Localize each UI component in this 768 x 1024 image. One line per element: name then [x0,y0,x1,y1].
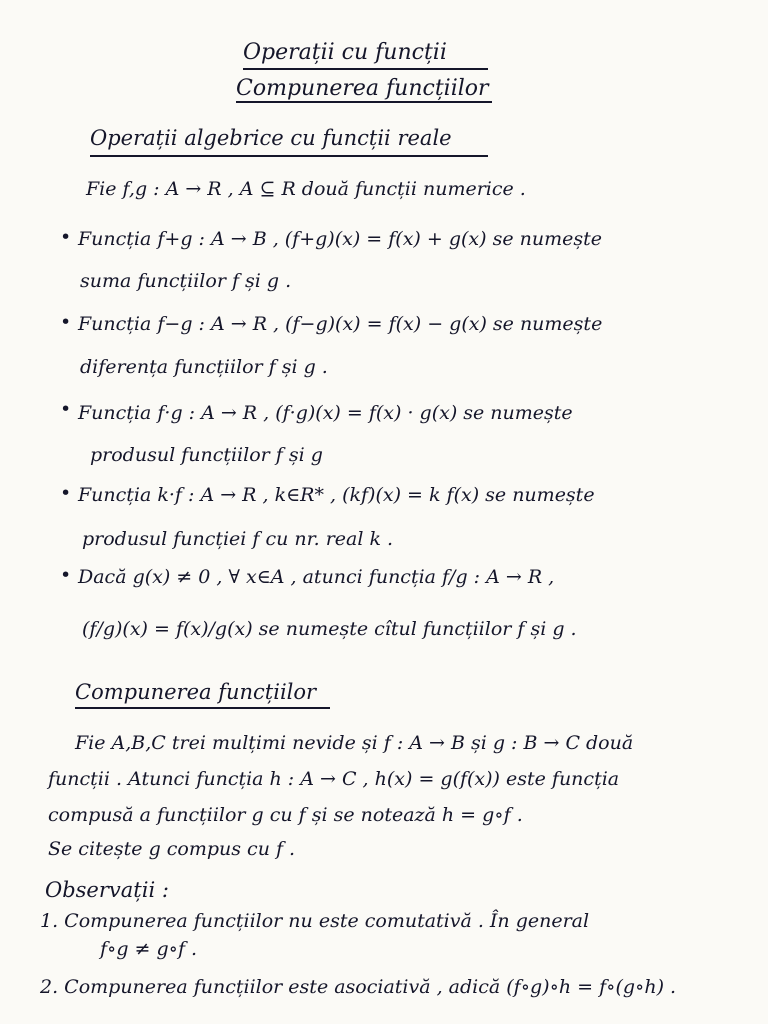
observation-item: 1. Compunerea funcțiilor nu este comutativă . În general [40,910,590,932]
intro-line: Fie f,g : A → R , A ⊆ R două funcții numerice . [86,178,526,200]
page-title: Operații cu funcții [243,40,447,65]
section-heading-algebraic-operations: Operații algebrice cu funcții reale [90,126,452,150]
bullet-marker: • [60,564,72,586]
subtitle-underline [236,101,492,103]
page-subtitle: Compunerea funcțiilor [236,76,489,101]
title-underline [243,68,488,70]
item-line: suma funcțiilor f și g . [80,270,292,292]
bullet-marker: • [60,398,72,420]
observations-heading: Observații : [45,878,169,902]
paragraph-line: compusă a funcțiilor g cu f și se notează h = g∘f . [48,804,523,826]
section-heading-underline [75,707,330,709]
item-line: Funcția k·f : A → R , k∈R* , (kf)(x) = k f(x) se numește [78,484,595,506]
item-line: diferența funcțiilor f și g . [80,356,328,378]
item-line: Funcția f+g : A → B , (f+g)(x) = f(x) + g(x) se numește [78,228,602,250]
item-line: produsul funcțiilor f și g [90,444,323,466]
bullet-marker: • [60,311,72,333]
observation-item: f∘g ≠ g∘f . [100,938,198,960]
bullet-marker: • [60,226,72,248]
item-line: Funcția f−g : A → R , (f−g)(x) = f(x) − g(x) se numește [78,313,603,335]
bullet-marker: • [60,482,72,504]
paragraph-line: Fie A,B,C trei mulțimi nevide și f : A → B și g : B → C două [75,732,634,754]
item-line: (f/g)(x) = f(x)/g(x) se numește cîtul funcțiilor f și g . [82,618,577,640]
paragraph-line: funcții . Atunci funcția h : A → C , h(x) = g(f(x)) este funcția [48,768,620,790]
paragraph-line: Se citește g compus cu f . [48,838,296,860]
item-line: produsul funcției f cu nr. real k . [82,528,394,550]
section-heading-composition: Compunerea funcțiilor [75,680,317,704]
section-heading-underline [90,155,488,157]
item-line: Dacă g(x) ≠ 0 , ∀ x∈A , atunci funcția f/g : A → R , [78,566,555,588]
observation-item: 2. Compunerea funcțiilor este asociativă , adică (f∘g)∘h = f∘(g∘h) . [40,976,677,998]
item-line: Funcția f·g : A → R , (f·g)(x) = f(x) · g(x) se numește [78,402,573,424]
